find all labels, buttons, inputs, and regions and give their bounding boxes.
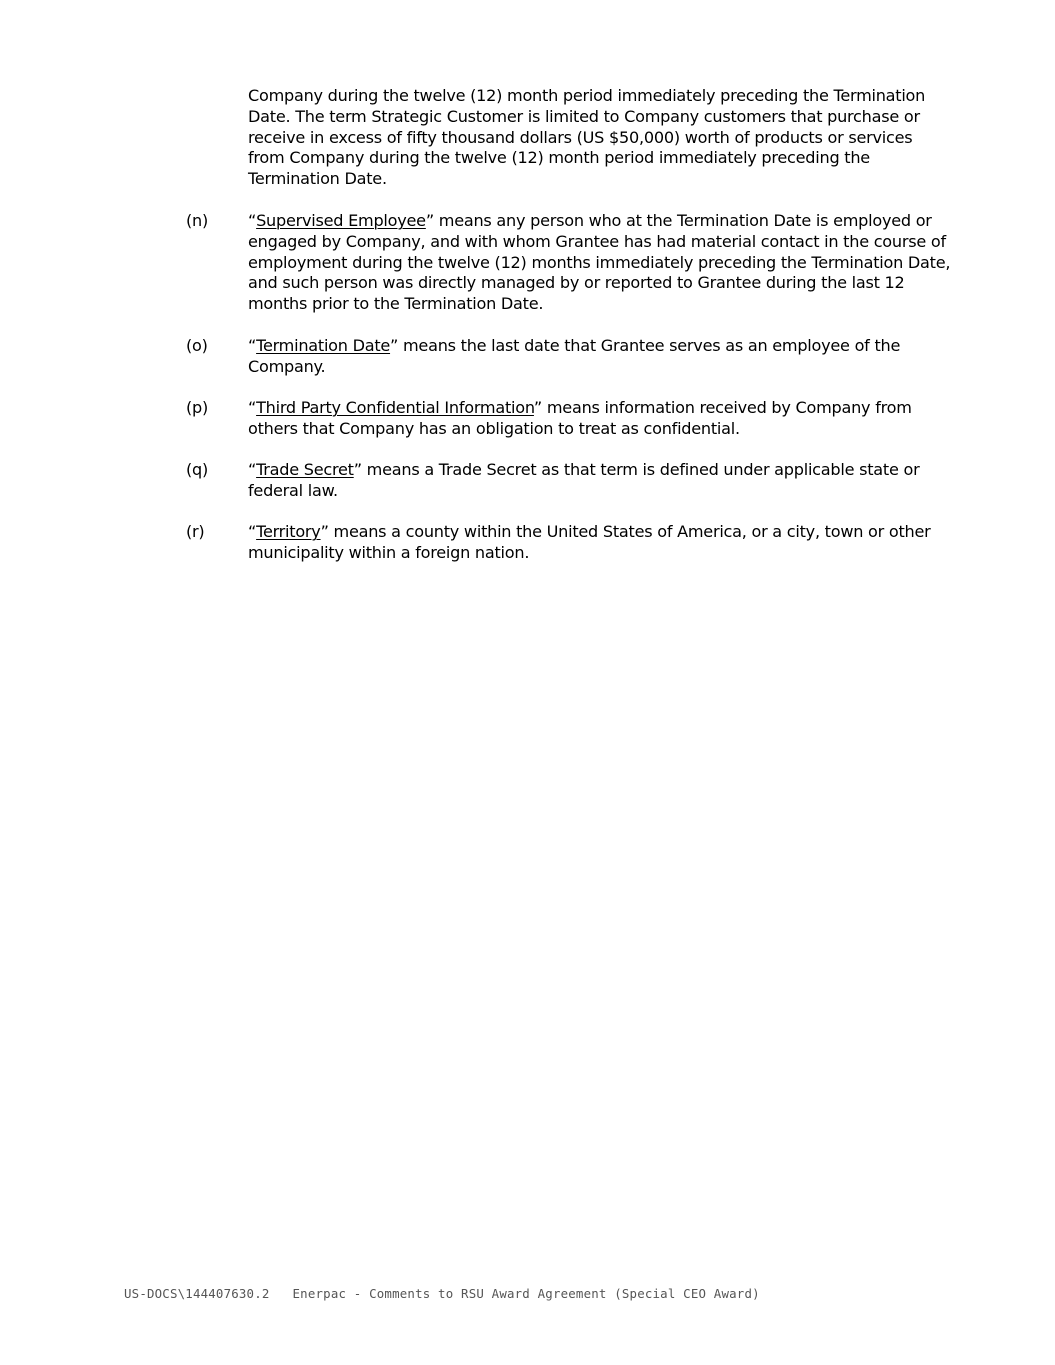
definition-text: ” means a Trade Secret as that term is defined under applicable state or: [353, 460, 920, 479]
definition-first-line: [248, 398, 948, 419]
open-quote: “: [248, 460, 257, 479]
definition-text: ” means the last date that Grantee serves as an employee of the: [390, 336, 901, 355]
text-line: Company.: [248, 356, 326, 376]
definition-first-line: [248, 522, 948, 543]
definition-text: ” means a county within the United States of America, or a city, town or other: [320, 522, 931, 541]
definition-first-line: [248, 211, 948, 232]
text-line: employment during the twelve (12) months immediately preceding the Termination Date,: [248, 252, 951, 272]
definition-body: [248, 336, 948, 378]
defined-term: Third Party Confidential Information: [256, 398, 534, 417]
definition-body: [248, 398, 948, 440]
definition-label: (q): [186, 460, 209, 479]
text-line: others that Company has an obligation to treat as confidential.: [248, 418, 740, 438]
text-line: from Company during the twelve (12) month period immediately preceding the: [248, 148, 870, 168]
definition-first-line: [248, 336, 948, 357]
definition-label: (r): [186, 522, 205, 541]
definition-body: [248, 211, 951, 315]
definition-text: ” means information received by Company from: [533, 398, 912, 417]
definition-text: ” means any person who at the Termination Date is employed or: [425, 211, 932, 230]
defined-term: Trade Secret: [256, 460, 354, 479]
open-quote: “: [248, 336, 257, 355]
definition-label: (p): [186, 398, 209, 417]
defined-term: Territory: [256, 522, 321, 541]
definition-first-line: [248, 460, 948, 481]
definition-body: [248, 522, 948, 564]
open-quote: “: [248, 398, 257, 417]
defined-term: Termination Date: [256, 336, 391, 355]
text-line: federal law.: [248, 480, 338, 500]
text-line: months prior to the Termination Date.: [248, 294, 544, 314]
document-footer: US-DOCS\144407630.2 Enerpac - Comments to RSU Award Agreement (Special CEO Award): [124, 1286, 760, 1301]
defined-term: Supervised Employee: [256, 211, 426, 230]
text-line: Date. The term Strategic Customer is limited to Company customers that purchase or: [248, 106, 920, 126]
text-line: Termination Date.: [248, 169, 387, 189]
text-line: engaged by Company, and with whom Grantee has had material contact in the course of: [248, 231, 946, 251]
open-quote: “: [248, 211, 257, 230]
text-line: Company during the twelve (12) month period immediately preceding the Termination: [248, 86, 926, 105]
text-line: and such person was directly managed by or reported to Grantee during the last 12: [248, 273, 905, 293]
open-quote: “: [248, 522, 257, 541]
continuation-paragraph: [248, 86, 938, 190]
text-line: municipality within a foreign nation.: [248, 542, 530, 562]
definition-label: (n): [186, 211, 209, 230]
text-line: receive in excess of fifty thousand dollars (US $50,000) worth of products or services: [248, 127, 913, 147]
definition-body: [248, 460, 948, 502]
definition-label: (o): [186, 336, 208, 355]
